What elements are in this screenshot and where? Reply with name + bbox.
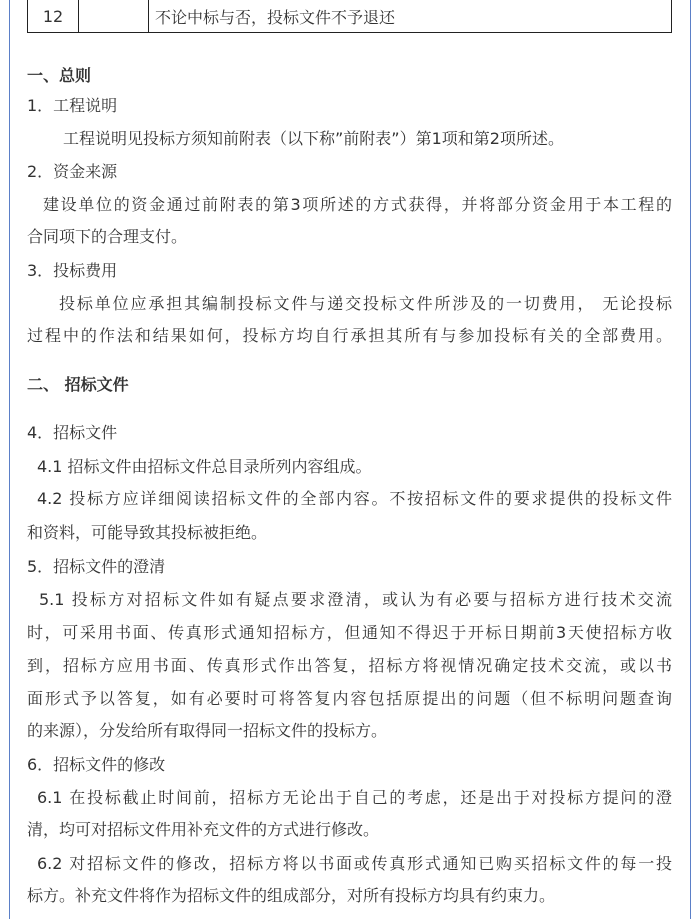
paragraph-line: 2．资金来源 bbox=[27, 162, 118, 181]
paragraph-line: 清，均可对招标文件用补充文件的方式进行修改。 bbox=[27, 820, 380, 839]
paragraph-line: 标方。补充文件将作为招标文件的组成部分，对所有投标方均具有约束力。 bbox=[27, 886, 556, 905]
row-text: 不论中标与否，投标文件不予退还 bbox=[149, 0, 672, 33]
row-item bbox=[79, 0, 149, 33]
paragraph-line: 5．招标文件的澄清 bbox=[27, 557, 166, 576]
paragraph-line: 面形式予以答复，如有必要时可将答复内容包括原提出的问题（但不标明问题查询 bbox=[27, 689, 672, 708]
paragraph-line: 到，招标方应用书面、传真形式作出答复，招标方将视情况确定技术交流，或以书 bbox=[27, 656, 672, 675]
paragraph-line: 1．工程说明 bbox=[27, 96, 118, 115]
paragraph-line: 6．招标文件的修改 bbox=[27, 755, 166, 774]
paragraph-line: 4．招标文件 bbox=[27, 423, 118, 442]
paragraph-line: 建设单位的资金通过前附表的第3项所述的方式获得，并将部分资金用于本工程的 bbox=[43, 195, 672, 214]
row-number: 12 bbox=[28, 0, 79, 33]
paragraph-line: 和资料，可能导致其投标被拒绝。 bbox=[27, 523, 268, 542]
paragraph-line: 合同项下的合理支付。 bbox=[27, 227, 188, 246]
paragraph-line: 4.1 招标文件由招标文件总目录所列内容组成。 bbox=[37, 457, 372, 476]
paragraph-line: 6.2 对招标文件的修改，招标方将以书面或传真形式通知已购买招标文件的每一投 bbox=[37, 854, 672, 873]
paragraph-line: 3．投标费用 bbox=[27, 261, 118, 280]
paragraph-line: 4.2 投标方应详细阅读招标文件的全部内容。不按招标文件的要求提供的投标文件 bbox=[37, 489, 672, 508]
paragraph-line: 的来源），分发给所有取得同一招标文件的投标方。 bbox=[27, 721, 388, 740]
paragraph-line: 5.1 投标方对招标文件如有疑点要求澄清，或认为有必要与招标方进行技术交流 bbox=[39, 590, 672, 609]
paragraph-line: 投标单位应承担其编制投标文件与递交投标文件所涉及的一切费用， 无论投标 bbox=[59, 294, 672, 313]
paragraph-line: 工程说明见投标方须知前附表（以下称”前附表”）第1项和第2项所述。 bbox=[63, 129, 564, 148]
paragraph-line: 过程中的作法和结果如何，投标方均自行承担其所有与参加投标有关的全部费用。 bbox=[27, 326, 672, 345]
paragraph-line: 6.1 在投标截止时间前，招标方无论出于自己的考虑，还是出于对投标方提问的澄 bbox=[37, 788, 672, 807]
paragraph-line: 时，可采用书面、传真形式通知招标方，但通知不得迟于开标日期前3天使招标方收 bbox=[27, 623, 672, 642]
section-heading: 一、总则 bbox=[27, 66, 92, 85]
section-heading: 二、 招标文件 bbox=[27, 375, 129, 394]
requirements-table bbox=[27, 0, 672, 33]
table-row bbox=[28, 0, 672, 33]
